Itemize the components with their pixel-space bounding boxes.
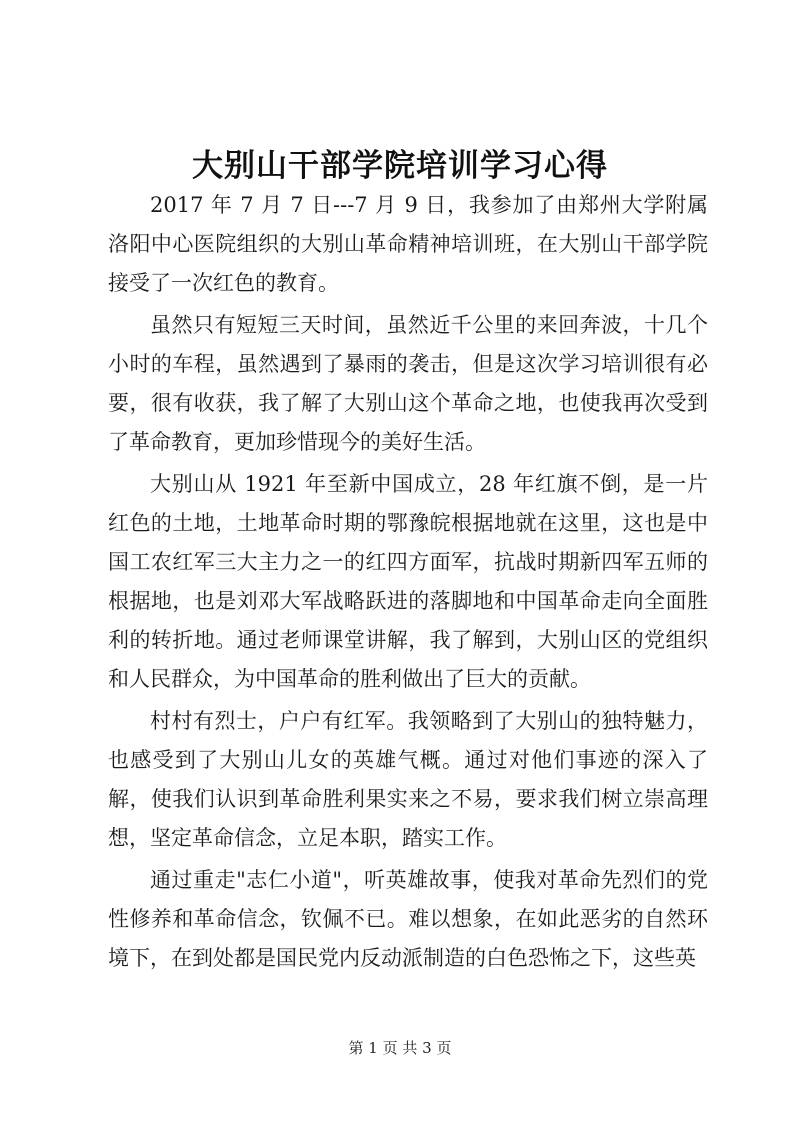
paragraph-4: 村村有烈士，户户有红军。我领略到了大别山的独特魅力，也感受到了大别山儿女的英雄气概。通过对他们事迹的深入了解，使我们认识到革命胜利果实来之不易，要求我们树立崇高理想，坚定革命信念，立足本职，踏实工作。 <box>108 709 708 850</box>
document-title: 大别山干部学院培训学习心得 <box>192 148 608 184</box>
page-number-footer: 第 1 页 共 3 页 <box>348 1039 452 1057</box>
paragraph-1: 2017 年 7 月 7 日---7 月 9 日，我参加了由郑州大学附属洛阳中心医院组织的大别山革命精神培训班，在大别山干部学院接受了一次红色的教育。 <box>108 193 708 295</box>
paragraph-2: 虽然只有短短三天时间，虽然近千公里的来回奔波，十几个小时的车程，虽然遇到了暴雨的袭击，但是这次学习培训很有必要，很有收获，我了解了大别山这个革命之地，也使我再次受到了革命教育，更加珍惜现今的美好生活。 <box>108 313 708 454</box>
paragraph-3: 大别山从 1921 年至新中国成立，28 年红旗不倒，是一片红色的土地，土地革命时期的鄂豫皖根据地就在这里，这也是中国工农红军三大主力之一的红四方面军，抗战时期新四军五师的根据地，也是刘邓大军战略跃进的落脚地和中国革命走向全面胜利的转折地。通过老师课堂讲解，我了解到，大别山区的党组织和人民群众，为中国革命的胜利做出了巨大的贡献。 <box>108 472 708 691</box>
document-body <box>108 186 708 981</box>
paragraph-5: 通过重走"志仁小道"，听英雄故事，使我对革命先烈们的党性修养和革命信念，钦佩不已。难以想象，在如此恶劣的自然环境下，在到处都是国民党内反动派制造的白色恐怖之下，这些英 <box>108 868 708 970</box>
